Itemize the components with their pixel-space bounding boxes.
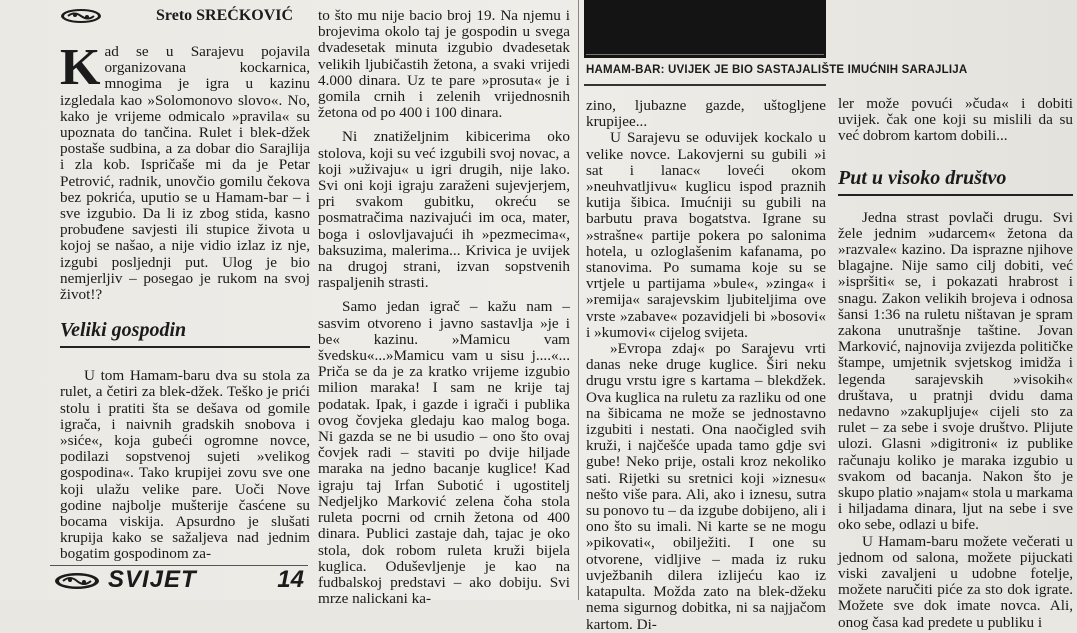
column-2 (318, 0, 570, 608)
drop-cap: K (60, 39, 101, 96)
col3-paragraph-2: U Sarajevu se oduvijek kockalo u velike novce. Lakovjerni su gubili »i sat i lanac« loveći okom »neuhvatljivu« kuglicu ispod praznih kutija šibica. Imućniji su gubili na barbutu prava bogatstva. Igrane su »strašne« partije pokera po salonima hotela, u ozloglašenim kafanama, po stanovima. Po sumama koje su se vrtjele u partijama »bule«, »zinga« i »remija« sarajevskim ljubiteljima ove vrste »zabave« pozavidjeli bi »bosovi« i »kumovi« cijelog svijeta. (586, 129, 826, 341)
page-number: 14 (277, 566, 304, 593)
col4-paragraph-1: ler može povući »čuda« i dobiti uvijek. čak one koji su mislili da su već dobrom kartom dobili... (838, 95, 1073, 145)
col4-paragraph-2: Jedna strast povlači drugu. Svi žele jednim »udarcem« žetona da »razvale« kazino. Da isprazne njihove blagajne. Nije samo cilj dobiti, već »ispršiti« se, i pokazati hrabrost i snagu. Zakon velikih brojeva i odnosa šansi 1:36 na ruletu ništavan je spram zakona unutrašnje taštine. Jovan Marković, najnovija zvijezda političke štampe, umjetnik svjetskog imidža i legenda sarajevskih »visokih« društava, u pratnji dvidu dama nedavno »zakupljuje« cijeli sto za rulet – za sebe i svoje društvo. Plijute ulozi. Glasni »digitroni« iz publike računaju koliko je maraka izgubio u svakom od bacanja. Nakon što je skupo platio »najam« stola u markama i hiljadama dinara, ljut na sebe i sve oko sebe, odlazi u bife. (838, 208, 1073, 534)
photo-caption: HAMAM-BAR: UVIJEK JE BIO SASTAJALIŠTE IMUĆNIH SARAJLIJA (586, 64, 968, 76)
intro-text: ad se u Sarajevu pojavila organizovana kockarnica, mnogima je igra u kazinu izgledala kao »Solomonovo slovo«. No, kako je vrijeme odmicalo »pravila« su upoznata do tančina. Rulet i blek-džek postaše sudbina, a za dobar dio Sarajlija i zla kob. Ispričaše mi da je Petar Petrović, radnik, unovčio gomilu čekova bez pokrića, uputio se u Hamam-bar – i sve izgubio. Da li iz zbog stida, kasno probuđene savjesti ili stupice života u kojoj se našao, a nije vidio izlaz iz nje, izgubi posljednji put. Ulog je bio nemjerljiv – posegao je rukom na svoj život!? (60, 43, 310, 304)
author-name: Sreto SREĆKOVIĆ (156, 7, 294, 24)
col2-paragraph-2: Ni znatiželjnim kibicerima oko stolova, koji su već izgubili svoj novac, a koji »uživaju« u igri drugih, nije lako. Svi oni koji igraju zaraženi sujevjerjem, pri svakom gubitku, okreću se posmatračima nazivajući im oca, mater, boga i oslovljavajući ih »pezmecima«, baksuzima, malerima... Krivica je uvijek na drugoj strani, izvan sopstvenih raspaljenih strasti. (318, 128, 570, 292)
magazine-name: SVIJET (108, 566, 197, 593)
col3-paragraph-3: »Evropa zdaj« po Sarajevu vrti danas neke druge kuglice. Širi neku drugu vrstu igre s kartama – blekdžek. Ova kuglica na ruletu za razliku od one na šibicama ne može se jednostavno izgubiti i nestati. Ona naočigled svih kruži, i najčešće upada tamo gdje svi gube! Neko prije, ostali kroz nekoliko sati. Rijetki su sretnici koji »iznesu« nešto više para. Ali, ako i iznesu, sutra su ponovo tu – da izgube dobijeno, ali i ono što su imali. Ni karte se ne mogu »pikovati«, obilježiti. I one su otvorene, vidljive – mada iz ruku uvježbanih dilera izlijeću kao iz katapulta. Možda zato na blek-džeku nema sigurnog dobitka, ni sa najjačom kartom. Di- (586, 340, 827, 633)
photo (584, 0, 826, 58)
page-footer (50, 568, 308, 594)
subheading-veliki-gospodin: Veliki gospodin (60, 319, 310, 348)
column-4 (838, 0, 1073, 631)
globe-logo-icon (54, 572, 100, 590)
column-divider (578, 0, 579, 600)
col4-paragraph-3: U Hamam-baru možete večerati u jednom od salona, možete pijuckati viski zavaljeni u udobne fotelje, možete naručiti piće za sto dok igrate. Možete sve dok imate novca. Ali, onog časa kad predete u publiku i (838, 532, 1073, 631)
col2-paragraph-1: to što mu nije bacio broj 19. Na njemu i brojevima okolo taj je gospodin u svega dvadesetak minuta izgubio dvadesetak velikih ljubičastih žetona, a svaki vrijedi 4.000 dinara. Uz te pare »prosuta« je i gomila crnih i zelenih vrijednosnih žetona od po 400 i 100 dinara. (318, 7, 570, 122)
subheading-put-u-visoko-drustvo: Put u visoko društvo (838, 167, 1073, 196)
caption-rule (584, 84, 826, 86)
photo-border (586, 54, 824, 55)
body-paragraph: U tom Hamam-baru dva su stola za rulet, a četiri za blek-džek. Teško je prići stolu i pratiti šta se dešava od gomile igrača, i naivnih gradskih snobova i »siće«, koja gubeći ogromne novce, podilazi sopstvenoj sujeti »velikog gospodina«. Tako krupijei zovu sve one koji ulažu velike pare. Uoči Nove godine najbolje mušterije časćene su bocama viskija. Apsurdno je slušati krupija kako se sažaljeva nad jednim bogatim gospodinom za- (60, 367, 310, 563)
intro-paragraph (60, 39, 310, 304)
col3-paragraph-1: zino, ljubazne gazde, uštogljene krupijee... (586, 97, 826, 131)
column-1 (50, 0, 310, 600)
globe-logo-icon (60, 8, 102, 24)
col2-paragraph-3: Samo jedan igrač – kažu nam – sasvim otvoreno i javno sastavlja »je i be« kazinu. »Mamicu vam švedsku«...»Mamicu vam u sisu j....«... Priča se da je za kratko vrijeme izgubio milion maraka! I sam ne krije taj podatak. Ipak, i gazde i igrači i publika ovog čovjeka gledaju kao malog boga. Ni gazda se ne bi usudio – ono što ovaj čovjek radi – staviti po dvije hiljade maraka na jedno bacanje kuglice! Kad igraju taj Irfan Subotić i ugostitelj Nedjeljko Marković zelena čoha stola ruleta pocrni od crnih žetona od 400 dinara. Publici zastaje dah, tajac je oko stola, dok robom ruleta kruži bijela kuglica. Oduševljenje je kao na fudbalskoj predstavi – ako dobiju. Svi mrze nalickani ka- (318, 298, 570, 608)
byline (60, 6, 310, 28)
